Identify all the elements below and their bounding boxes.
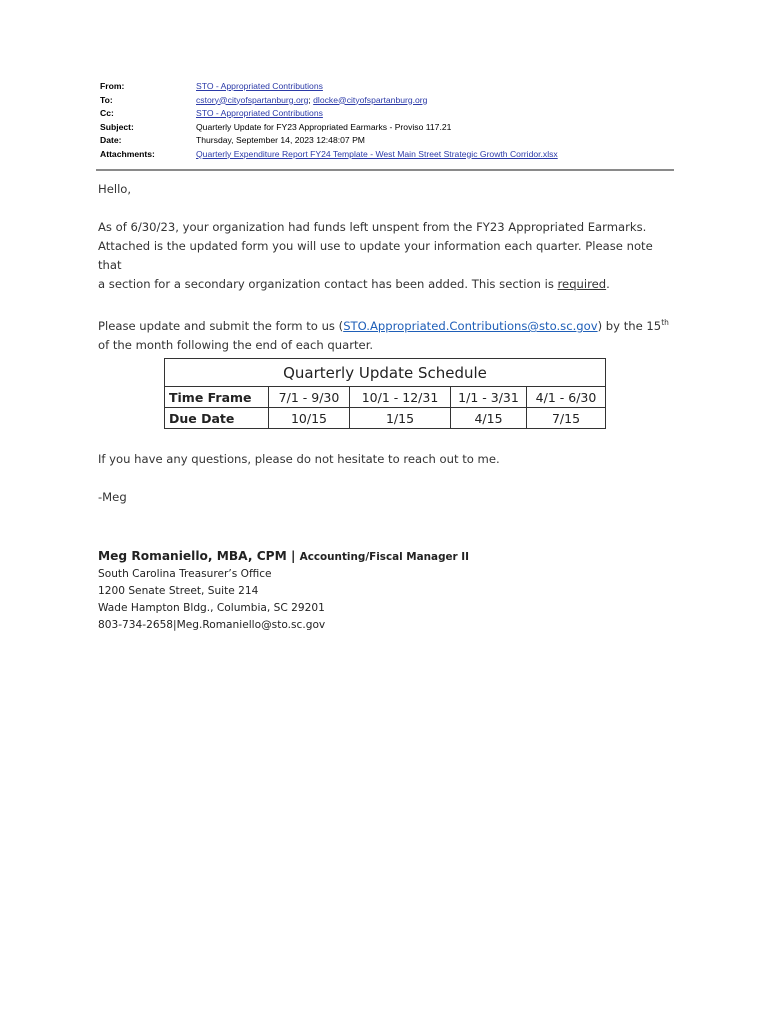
due-date-cell: 1/15: [350, 408, 451, 429]
to-recipients: [196, 94, 427, 108]
signature-title: Accounting/Fiscal Manager II: [299, 551, 470, 563]
paragraph-1-text: a section for a secondary organization contact has been added. This section is: [98, 277, 558, 291]
email-header: [100, 80, 676, 161]
signature-contact: 803-734-2658|Meg.Romaniello@sto.sc.gov: [98, 619, 326, 631]
header-subject-row: [100, 121, 676, 135]
subject-label: Subject:: [100, 121, 134, 132]
email-closing: [98, 450, 678, 507]
greeting: Hello,: [98, 182, 132, 196]
due-date-cell: 4/15: [451, 408, 527, 429]
time-frame-cell: 7/1 - 9/30: [269, 387, 350, 408]
due-date-row: [165, 408, 606, 429]
ordinal-suffix: th: [661, 318, 669, 328]
paragraph-2-text-b: ) by the 15: [597, 319, 662, 333]
schedule-title-row: [165, 359, 606, 387]
time-frame-row: [165, 387, 606, 408]
from-label: From:: [100, 81, 125, 91]
contributions-email-link[interactable]: STO.Appropriated.Contributions@sto.sc.gov: [343, 319, 598, 333]
cc-link[interactable]: STO - Appropriated Contributions: [196, 108, 323, 118]
header-date-row: [100, 134, 676, 148]
paragraph-2-text-a: Please update and submit the form to us (: [98, 319, 344, 333]
signature-block: [98, 546, 469, 634]
header-from-row: [100, 80, 676, 94]
signature-address-2: Wade Hampton Bldg., Columbia, SC 29201: [98, 602, 325, 614]
questions-paragraph: If you have any questions, please do not hesitate to reach out to me.: [98, 452, 500, 466]
signature-address-1: 1200 Senate Street, Suite 214: [98, 585, 259, 597]
signature-name-line: [98, 546, 469, 566]
time-frame-cell: 10/1 - 12/31: [350, 387, 451, 408]
attachments-label: Attachments:: [100, 148, 155, 159]
time-frame-label: Time Frame: [165, 387, 269, 408]
required-text: required: [557, 277, 607, 291]
paragraph-1-line-2: Attached is the updated form you will use to update your information each quarter. Please note that: [98, 239, 653, 272]
to-email-link-2[interactable]: dlocke@cityofspartanburg.org: [313, 94, 428, 105]
date-label: Date:: [100, 135, 122, 145]
closing-signoff: -Meg: [98, 490, 127, 504]
header-divider: [96, 169, 674, 171]
to-separator: ;: [308, 94, 314, 105]
due-date-cell: 10/15: [269, 408, 350, 429]
to-email-link-1[interactable]: cstory@cityofspartanburg.org: [196, 94, 309, 105]
header-attachments-row: [100, 148, 676, 162]
schedule-title: Quarterly Update Schedule: [165, 359, 606, 387]
due-date-label: Due Date: [165, 408, 269, 429]
paragraph-2-line-2: of the month following the end of each quarter.: [98, 338, 374, 352]
time-frame-cell: 1/1 - 3/31: [451, 387, 527, 408]
time-frame-cell: 4/1 - 6/30: [527, 387, 606, 408]
quarterly-schedule-table: [164, 358, 606, 429]
paragraph-1-line-1: As of 6/30/23, your organization had funds left unspent from the FY23 Appropriated Earmarks.: [98, 220, 647, 234]
email-body: [98, 180, 678, 355]
cc-label: Cc:: [100, 108, 114, 118]
date-value: Thursday, September 14, 2023 12:48:07 PM: [196, 135, 365, 145]
due-date-cell: 7/15: [527, 408, 606, 429]
attachment-link[interactable]: Quarterly Expenditure Report FY24 Template - West Main Street Strategic Growth Corridor.xlsx: [196, 148, 558, 159]
header-cc-row: [100, 107, 676, 121]
to-label: To:: [100, 94, 113, 105]
paragraph-2-line-1: [98, 317, 678, 336]
from-link[interactable]: STO - Appropriated Contributions: [196, 81, 323, 91]
paragraph-1-line-3: [98, 275, 678, 294]
paragraph-1-period: .: [606, 277, 610, 291]
signature-office: South Carolina Treasurer’s Office: [98, 568, 272, 580]
signature-name: Meg Romaniello, MBA, CPM |: [98, 549, 300, 563]
header-to-row: [100, 94, 676, 108]
subject-value: Quarterly Update for FY23 Appropriated Earmarks - Proviso 117.21: [196, 121, 452, 132]
